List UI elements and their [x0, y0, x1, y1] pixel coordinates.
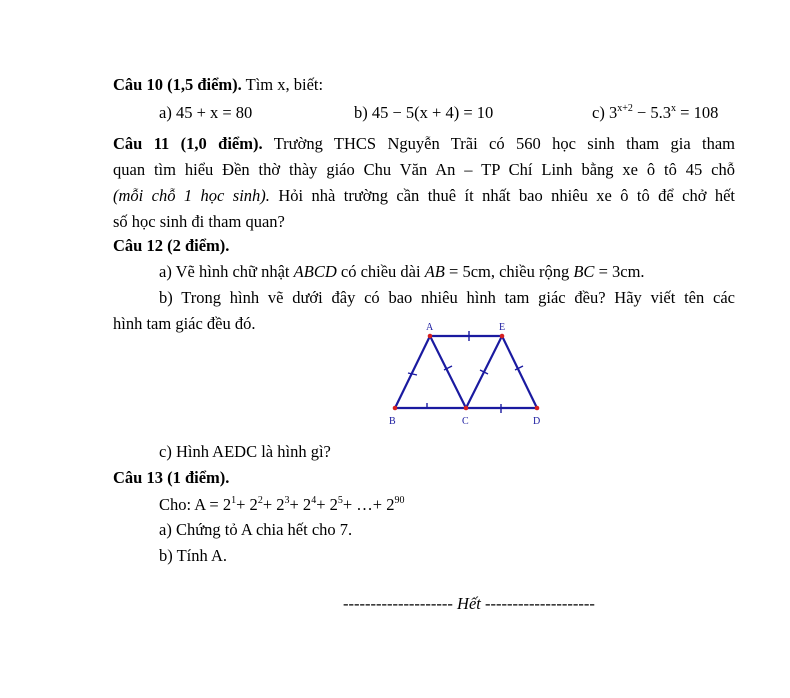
q10-prompt: Tìm x, biết: [245, 75, 324, 94]
q13-exp-3: 3 [284, 495, 290, 506]
q11-line2: quan tìm hiểu Đền thờ thày giáo Chu Văn An – TP Chí Linh bằng xe ô tô 45 chỗ [113, 160, 735, 179]
q13-term-4: + 2 [289, 495, 312, 514]
footer-dashes-left: -------------------- [343, 594, 453, 613]
q11-title: Câu 11 (1,0 điểm). [113, 134, 263, 153]
q13-cho: Cho: A = 2 [159, 495, 232, 514]
q12-a-abcd: ABCD [293, 262, 337, 281]
q13-part-a: a) Chứng tỏ A chia hết cho 7. [159, 520, 353, 539]
q12-a-end: = 3cm. [594, 262, 645, 281]
footer-end [343, 594, 595, 614]
q12-a-mid2: = 5cm, chiều rộng [444, 262, 574, 281]
point-A [428, 334, 433, 339]
q10-part-a: a) 45 + x = 80 [159, 103, 253, 122]
q13-given [159, 495, 405, 515]
q12-a-bc: BC [573, 262, 595, 281]
q12-part-c: c) Hình AEDC là hình gì? [159, 442, 331, 461]
q11-line1-text: Trường THCS Nguyễn Trãi có 560 học sinh tham gia tham [273, 134, 736, 153]
q12-a-mid1: có chiều dài [336, 262, 425, 281]
label-C: C [462, 416, 469, 427]
q13-exp-2: 2 [257, 495, 263, 506]
point-C [464, 406, 469, 411]
label-E: E [499, 322, 506, 333]
q11-line1 [113, 134, 735, 154]
q10-c-exp1: x+2 [617, 103, 633, 114]
q11-line3-italic: (mỗi chỗ 1 học sinh). [113, 186, 270, 205]
q12-title: Câu 12 (2 điểm). [113, 236, 230, 255]
q12-part-a [159, 262, 645, 282]
q10-part-b: b) 45 − 5(x + 4) = 10 [354, 103, 494, 122]
q13-exp-1: 1 [231, 495, 237, 506]
point-D [535, 406, 540, 411]
q12-part-b-line2: hình tam giác đều đó. [113, 314, 256, 333]
edge-AC [430, 336, 466, 408]
footer-end-word: Hết [457, 594, 481, 613]
q10-c-exp2: x [671, 103, 677, 114]
q10-c-end: = 108 [676, 103, 719, 122]
q10-part-c [592, 103, 718, 123]
figure-edges [395, 336, 537, 408]
q10-title: Câu 10 (1,5 điểm). [113, 75, 242, 94]
label-D: D [533, 416, 541, 427]
q13-term-5: + 2 [316, 495, 338, 514]
point-B [393, 406, 398, 411]
q12-a-ab: AB [424, 262, 445, 281]
point-E [500, 334, 505, 339]
q11-line3 [113, 186, 735, 206]
q12-a-pre: a) Vẽ hình chữ nhật [159, 262, 294, 281]
q13-term-3: + 2 [262, 495, 285, 514]
q10-c-label: c) 3 [592, 103, 618, 122]
label-B: B [389, 416, 396, 427]
tick-AB [408, 373, 417, 375]
q13-term-2: + 2 [236, 495, 258, 514]
q13-title: Câu 13 (1 điểm). [113, 468, 230, 487]
label-A: A [426, 322, 434, 333]
q13-exp-6: 90 [394, 495, 405, 506]
q13-part-b: b) Tính A. [159, 546, 227, 565]
q13-exp-5: 5 [337, 495, 343, 506]
q11-line4: số học sinh đi tham quan? [113, 212, 285, 231]
q13-exp-4: 4 [311, 495, 317, 506]
figure-points [393, 334, 540, 411]
q13-term-6: + …+ 2 [342, 495, 395, 514]
q12-part-b-line1: b) Trong hình vẽ dưới đây có bao nhiêu hình tam giác đều? Hãy viết tên các [159, 288, 735, 307]
edge-AB [395, 336, 430, 408]
triangle-figure [384, 318, 554, 432]
q10-heading [113, 75, 323, 95]
q10-c-mid: − 5.3 [632, 103, 672, 122]
edge-ED [502, 336, 537, 408]
footer-dashes-right: -------------------- [484, 594, 595, 613]
q11-line3-text: Hỏi nhà trường cần thuê ít nhất bao nhiêu xe ô tô để chở hết [269, 186, 735, 205]
